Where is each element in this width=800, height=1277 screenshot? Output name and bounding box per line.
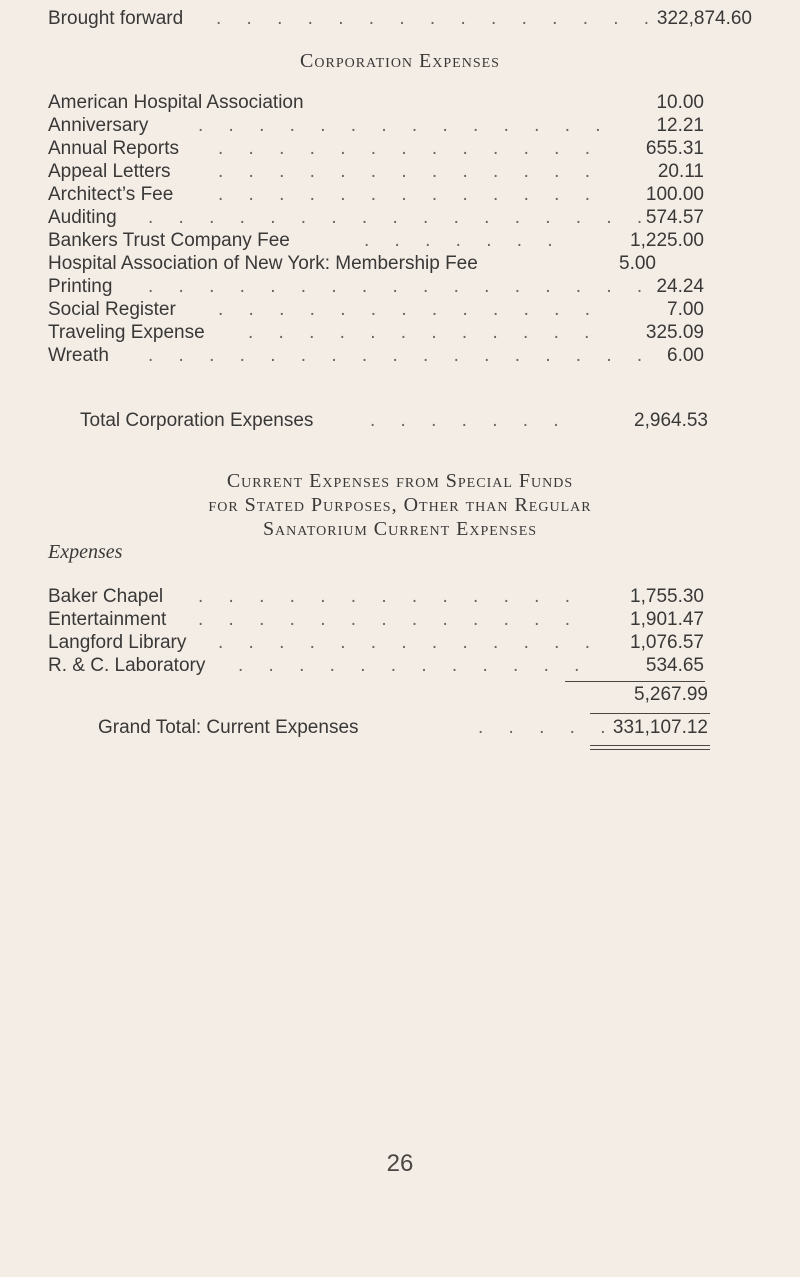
expenses-subheading: Expenses <box>48 541 123 563</box>
brought-forward-label: Brought forward <box>48 8 184 29</box>
list-item <box>48 92 704 114</box>
item-label: Hospital Association of New York: Membership Fee <box>48 253 478 274</box>
brought-forward-row <box>48 8 752 30</box>
list-item <box>48 276 704 298</box>
item-label: Wreath <box>48 345 109 366</box>
list-item <box>48 345 704 367</box>
item-amount: 574.57 <box>645 207 704 228</box>
item-amount: 1,755.30 <box>630 586 704 607</box>
item-amount: 5.00 <box>619 253 656 274</box>
leader-dots: . . . . . <box>478 717 616 738</box>
list-item <box>48 138 704 160</box>
leader-dots: . . . . . . . . . . . . . . . . . <box>148 207 653 228</box>
leader-dots: . . . . . . . . . . . . . <box>218 184 600 205</box>
corporation-heading: Corporation Expenses <box>300 50 500 72</box>
item-label: Auditing <box>48 207 117 228</box>
leader-dots: . . . . . . . . . . . . . <box>218 161 600 182</box>
leader-dots: . . . . . . . . . . . . . <box>198 586 580 607</box>
leader-dots: . . . . . . . . . . . . . . . . . <box>148 276 653 297</box>
page-number: 26 <box>386 1150 414 1177</box>
item-label: Langford Library <box>48 632 187 653</box>
item-label: Appeal Letters <box>48 161 171 182</box>
item-label: American Hospital Association <box>48 92 304 113</box>
brought-forward-amount: 322,874.60 <box>656 8 752 29</box>
list-item <box>48 655 704 677</box>
item-label: Baker Chapel <box>48 586 164 607</box>
list-item <box>48 609 704 631</box>
grand-total-label: Grand Total: Current Expenses <box>98 717 359 738</box>
list-item <box>48 632 704 654</box>
list-item <box>48 161 704 183</box>
item-label: Architect’s Fee <box>48 184 174 205</box>
item-label: Traveling Expense <box>48 322 205 343</box>
item-label: Social Register <box>48 299 176 320</box>
corporation-total-amount: 2,964.53 <box>634 410 708 431</box>
corporation-total-label: Total Corporation Expenses <box>80 410 314 431</box>
item-amount: 20.11 <box>657 161 704 182</box>
total-rule <box>590 713 710 714</box>
special-heading-line3: Sanatorium Current Expenses <box>262 518 538 540</box>
leader-dots: . . . . . . . . . . . . <box>248 322 600 343</box>
item-amount: 100.00 <box>645 184 704 205</box>
item-label: Printing <box>48 276 113 297</box>
item-amount: 12.21 <box>656 115 704 136</box>
grand-total-row <box>98 717 708 739</box>
item-amount: 1,225.00 <box>630 230 704 251</box>
item-label: Bankers Trust Company Fee <box>48 230 290 251</box>
item-amount: 534.65 <box>645 655 704 676</box>
item-label: R. & C. Laboratory <box>48 655 206 676</box>
item-amount: 325.09 <box>645 322 704 343</box>
leader-dots: . . . . . . . . . . . . <box>238 655 590 676</box>
item-label: Anniversary <box>48 115 149 136</box>
item-label: Entertainment <box>48 609 167 630</box>
list-item <box>48 207 704 229</box>
item-amount: 1,901.47 <box>630 609 704 630</box>
list-item <box>48 230 704 252</box>
item-amount: 10.00 <box>656 92 704 113</box>
leader-dots: . . . . . . . . . . . . . . . <box>216 8 660 29</box>
subtotal-rule <box>565 681 705 682</box>
item-amount: 6.00 <box>667 345 704 366</box>
special-heading-line2: for Stated Purposes, Other than Regular <box>208 494 592 516</box>
list-item <box>48 299 704 321</box>
double-rule-top <box>590 745 710 746</box>
list-item <box>48 184 704 206</box>
list-item <box>48 322 704 344</box>
leader-dots: . . . . . . . <box>370 410 569 431</box>
special-total-amount: 5,267.99 <box>634 684 708 705</box>
leader-dots: . . . . . . . . . . . . . <box>198 609 580 630</box>
corporation-total-row <box>80 410 708 432</box>
item-amount: 1,076.57 <box>630 632 704 653</box>
list-item <box>48 253 656 275</box>
item-label: Annual Reports <box>48 138 179 159</box>
list-item <box>48 115 704 137</box>
list-item <box>48 586 704 608</box>
special-heading-line1: Current Expenses from Special Funds <box>226 470 574 492</box>
item-amount: 655.31 <box>645 138 704 159</box>
leader-dots: . . . . . . . . . . . . . <box>218 299 600 320</box>
item-amount: 24.24 <box>656 276 704 297</box>
leader-dots: . . . . . . . . . . . . . . . . . <box>148 345 653 366</box>
grand-total-amount: 331,107.12 <box>612 717 708 738</box>
item-amount: 7.00 <box>667 299 704 320</box>
double-rule-bottom <box>590 749 710 750</box>
leader-dots: . . . . . . . <box>364 230 563 251</box>
leader-dots: . . . . . . . . . . . . . <box>218 632 600 653</box>
leader-dots: . . . . . . . . . . . . . <box>218 138 600 159</box>
leader-dots: . . . . . . . . . . . . . . <box>198 115 611 136</box>
